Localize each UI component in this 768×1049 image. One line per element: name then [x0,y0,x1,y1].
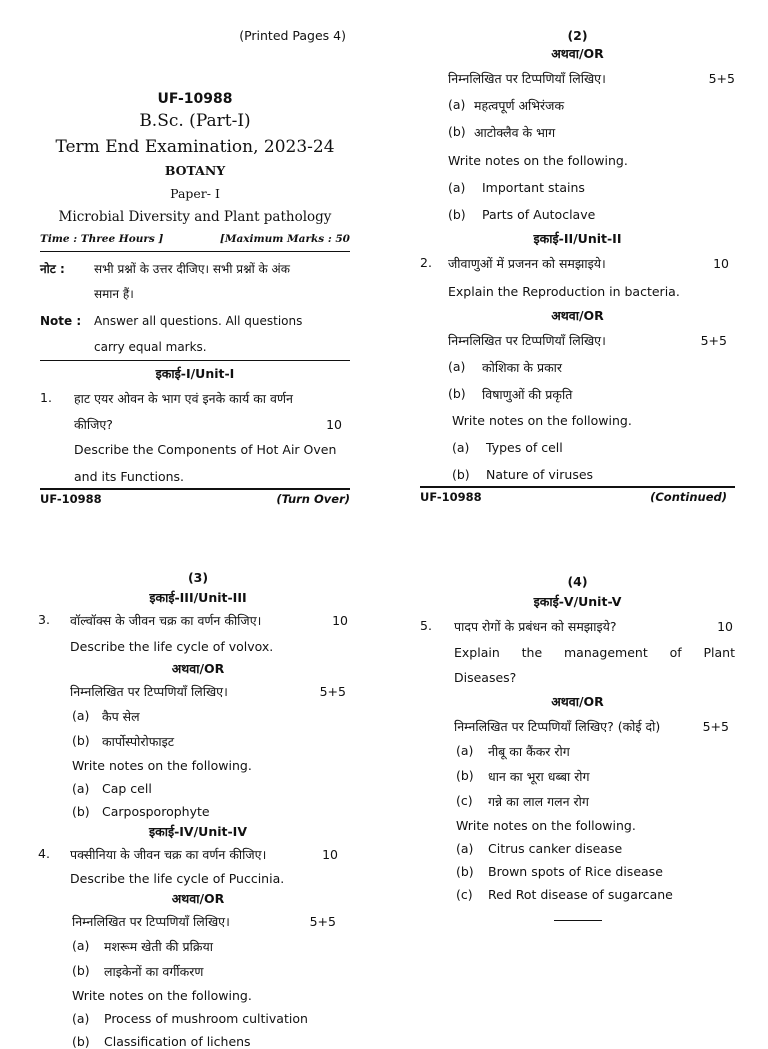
note-en-line1: Answer all questions. All questions [94,314,303,328]
option-label: (a) [448,97,466,112]
option-label: (b) [72,1034,90,1049]
page-4 [420,574,735,921]
notes-instruction-en: Write notes on the following. [456,818,636,833]
marks: 5+5 [702,719,729,734]
unit-heading: इकाई-II/Unit-II [533,231,622,246]
question-number: 4. [38,846,50,861]
marks: 5+5 [319,684,346,699]
q1-marks: 10 [326,417,342,432]
option-label: (b) [448,124,466,139]
option-text: महत्वपूर्ण अभिरंजक [474,98,565,113]
marks: 5+5 [700,333,727,348]
footer-rule [40,488,350,490]
option-label: (a) [452,440,470,455]
option-b-en [38,1034,358,1049]
option-c-hi [420,793,735,810]
max-marks-label: [Maximum Marks : 50 [219,233,350,245]
question-5 [420,618,735,685]
page-footer [420,490,735,504]
unit-heading: इकाई-IV/Unit-IV [148,824,247,839]
option-label: (a) [72,1011,90,1026]
exam-title: Term End Examination, 2023-24 [55,137,335,157]
page-footer [40,492,350,506]
q5-hindi: पादप रोगों के प्रबंधन को समझाइये? [454,619,617,634]
question-number: 2. [420,255,432,270]
q3-marks: 10 [332,613,348,628]
note-en-label: Note : [40,314,82,328]
end-rule [554,920,602,921]
option-text: Parts of Autoclave [482,207,596,222]
option-b-hi [38,733,358,750]
option-label: (b) [448,386,466,401]
option-b-en [420,864,735,879]
or-heading: अथवा/OR [551,694,604,709]
notes-instruction-hi [420,70,735,87]
q5-english-line2: Diseases? [454,670,517,685]
page-2 [420,28,735,504]
option-a-hi [38,708,358,725]
option-label: (b) [72,963,90,978]
option-text: आटोक्लैव के भाग [474,125,556,140]
notes-hi-text: निम्नलिखित पर टिप्पणियाँ लिखिए। [448,333,606,348]
option-a-hi [420,97,735,114]
option-label: (c) [456,793,473,808]
option-text: Important stains [482,180,585,195]
option-text: नीबू का कैंकर रोग [488,744,570,759]
option-label: (a) [448,359,466,374]
option-b-en [420,207,735,222]
or-heading: अथवा/OR [551,46,604,61]
course-name: B.Sc. (Part-I) [139,111,251,131]
note-en-line2: carry equal marks. [94,340,207,354]
footer-code: UF-10988 [40,492,102,506]
paper-number: Paper- I [170,186,220,201]
q2-english: Explain the Reproduction in bacteria. [448,284,680,299]
q5-english-line1: Explain the management of Plant [454,645,735,660]
q2-marks: 10 [713,256,729,271]
question-3 [38,612,358,654]
option-label: (a) [456,743,474,758]
notes-instruction-en: Write notes on the following. [72,758,252,773]
marks: 5+5 [708,71,735,86]
option-c-en [420,887,735,902]
question-number: 5. [420,618,432,633]
page-number: (4) [567,574,588,589]
option-text: Citrus canker disease [488,841,623,856]
page-number: (3) [187,570,209,585]
time-marks-row [40,233,350,245]
q4-marks: 10 [322,847,338,862]
option-text: कोशिका के प्रकार [482,360,563,375]
option-label: (a) [456,841,474,856]
option-label: (b) [456,768,474,783]
option-label: (b) [72,733,90,748]
q2-hindi: जीवाणुओं में प्रजनन को समझाइये। [448,256,606,271]
note-hindi [40,260,350,302]
notes-instruction-en: Write notes on the following. [448,153,628,168]
q3-hindi: वॉल्वॉक्स के जीवन चक्र का वर्णन कीजिए। [70,613,262,628]
question-2 [420,255,735,299]
unit-heading: इकाई-V/Unit-V [533,594,622,609]
subject: BOTANY [164,163,226,178]
option-text: मशरूम खेती की प्रक्रिया [104,939,213,954]
q1-english-line2: and its Functions. [74,469,185,484]
option-label: (b) [448,207,466,222]
option-label: (b) [456,864,474,879]
time-label: Time : Three Hours ] [40,233,164,245]
notes-hi-text: निम्नलिखित पर टिप्पणियाँ लिखिए। [72,914,230,929]
notes-instruction-hi [38,913,358,930]
option-text: धान का भूरा धब्बा रोग [488,769,590,784]
option-a-en [420,180,735,195]
q1-english-line1: Describe the Components of Hot Air Oven [74,442,337,457]
option-label: (a) [72,781,90,796]
question-number: 1. [40,390,52,405]
notes-hi-text: निम्नलिखित पर टिप्पणियाँ लिखिए? (कोई दो) [454,719,661,734]
option-text: विषाणुओं की प्रकृति [482,387,573,402]
footer-turn-over: (Turn Over) [276,492,350,506]
note-hi-label: नोट : [40,262,65,276]
unit-heading: इकाई-III/Unit-III [149,590,247,605]
page-3 [38,570,358,1049]
notes-instruction-hi [420,332,735,349]
option-text: कैप सेल [102,709,140,724]
option-b-hi [420,768,735,785]
option-b-hi [38,963,358,980]
option-text: Carposporophyte [102,804,210,819]
paper-title: Microbial Diversity and Plant pathology [58,209,332,225]
or-heading: अथवा/OR [171,891,225,906]
q4-english: Describe the life cycle of Puccinia. [70,871,285,886]
notes-hi-text: निम्नलिखित पर टिप्पणियाँ लिखिए। [70,684,228,699]
notes-hi-text: निम्नलिखित पर टिप्पणियाँ लिखिए। [448,71,606,86]
note-english [40,314,350,354]
option-a-en [420,440,735,455]
unit-heading: इकाई-I/Unit-I [155,366,235,381]
option-text: Nature of viruses [486,467,594,482]
option-b-hi [420,124,735,141]
option-b-hi [420,386,735,403]
option-text: Brown spots of Rice disease [488,864,663,879]
page-1 [40,28,350,506]
option-text: Classification of lichens [104,1034,251,1049]
notes-instruction-en: Write notes on the following. [72,988,252,1003]
question-4 [38,846,358,886]
divider [40,251,350,252]
option-a-hi [38,938,358,955]
q4-hindi: पक्सीनिया के जीवन चक्र का वर्णन कीजिए। [70,847,267,862]
footer-continued: (Continued) [650,490,727,504]
option-text: गन्ने का लाल गलन रोग [488,794,589,809]
option-a-hi [420,359,735,376]
option-label: (a) [72,938,90,953]
option-text: Types of cell [486,440,563,455]
option-a-hi [420,743,735,760]
or-heading: अथवा/OR [551,308,604,323]
question-1 [40,390,350,484]
note-hi-line1: सभी प्रश्नों के उत्तर दीजिए। सभी प्रश्नों के अंक [94,262,290,276]
footer-code: UF-10988 [420,490,482,504]
paper-code: UF-10988 [157,91,233,107]
q3-english: Describe the life cycle of volvox. [70,639,274,654]
divider [40,360,350,361]
option-label: (b) [72,804,90,819]
option-b-en [420,467,735,482]
option-label: (a) [448,180,466,195]
note-hi-line2: समान हैं। [94,287,134,301]
option-label: (a) [72,708,90,723]
footer-rule [420,486,735,488]
or-heading: अथवा/OR [171,661,225,676]
option-text: Process of mushroom cultivation [104,1011,308,1026]
page-number: (2) [567,28,588,43]
notes-instruction-en: Write notes on the following. [452,413,632,428]
printed-pages: (Printed Pages 4) [239,28,346,43]
q5-marks: 10 [717,619,733,634]
option-a-en [420,841,735,856]
option-a-en [38,781,358,796]
option-label: (b) [452,467,470,482]
notes-instruction-hi [420,718,735,735]
option-label: (c) [456,887,473,902]
option-text: Red Rot disease of sugarcane [488,887,673,902]
option-text: लाइकेनों का वर्गीकरण [104,964,204,979]
marks: 5+5 [309,914,336,929]
notes-instruction-hi [38,683,358,700]
option-b-en [38,804,358,819]
option-text: कार्पोस्पोरोफाइट [102,734,175,749]
q1-hindi-line1: हाट एयर ओवन के भाग एवं इनके कार्य का वर्णन [74,391,293,406]
q1-hindi-line2: कीजिए? [74,417,113,432]
option-text: Cap cell [102,781,152,796]
question-number: 3. [38,612,50,627]
